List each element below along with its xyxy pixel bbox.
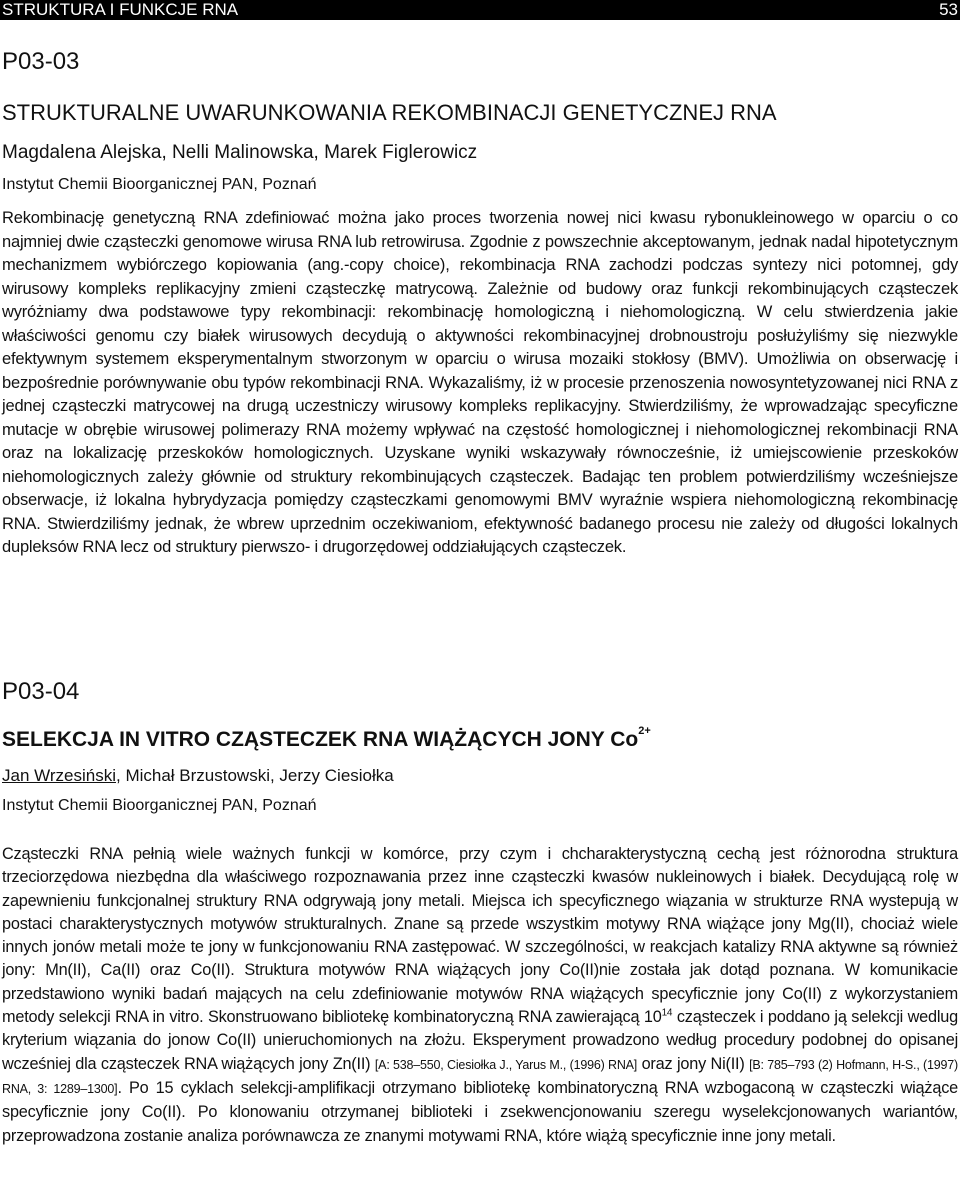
title-superscript: 2+ [638, 725, 651, 737]
institution: Instytut Chemii Bioorganicznej PAN, Poznań [2, 797, 317, 814]
abstract-code: P03-03 [2, 48, 80, 75]
abstract-text: oraz jony Ni(II) [637, 1054, 750, 1073]
running-header [0, 0, 960, 20]
abstract-code: P03-04 [2, 678, 80, 705]
author-list [2, 766, 394, 786]
abstract-text: cząsteczek i poddano ją selekcji wedlug kryterium wiązania do jonow Co(II) unieruchomionych na złożu. Eksperyment prowadzono według procedury podobnej do opisanej wcześniej dla cząsteczek RNA wiążących jony Zn(II) [2, 1008, 958, 1073]
abstract-body: Rekombinację genetyczną RNA zdefiniować można jako proces tworzenia nowej nici kwasu rybonukleinowego w oparciu o co najmniej dwie cząsteczki genomowe wirusa RNA lub retrowirusa. Zgodnie z powszechnie akceptowanym, jednak nadal hipotetycznym mechanizmem wybiórczego kopiowania (ang.-copy choice), rekombinacja RNA zachodzi podczas syntezy nici potomnej, gdy wirusowy kompleks replikacyjny zmieni cząsteczkę matrycową. Zależnie od budowy oraz funkcji rekombinujących cząsteczek wyróżniamy dwa podstawowe typy rekombinacji: rekombinację homologiczną i niehomologiczną. W celu stwierdzenia jakie właściwości genomu czy białek wirusowych decydują o aktywności rekombinacyjnej drobnoustroju posłużyliśmy się niezwykle efektywnym systemem eksperymentalnym stworzonym w oparciu o wirusa mozaiki stokłosy (BMV). Umożliwia on obserwację i bezpośrednie porównywanie obu typów rekombinacji RNA. Wykazaliśmy, iż w procesie przenoszenia nowosyntetyzowanej nici RNA z jednej cząsteczki matrycowej na drugą uczestniczy wirusowy kompleks replikacyjny. Stwierdziliśmy, że wprowadzając specyficzne mutacje w obrębie wirusowej polimerazy RNA możemy wpływać na częstość homologicznej i niehomologicznej rekombinacji RNA oraz na lokalizację przeskoków homologicznych. Uzyskane wyniki wskazywały równocześnie, iż umiejscowienie przeskoków niehomologicznych zależy głównie od struktury rekombinujących cząsteczek. Badając ten problem potwierdziliśmy wcześniejsze obserwacje, iż lokalna hybrydyzacja pomiędzy cząsteczkami genomowymi BMV wyraźnie wspiera niehomologiczną rekombinację RNA. Stwierdziliśmy jednak, że wbrew uprzednim oczekiwaniom, efektywność badanego procesu nie zależy od długości lokalnych dupleksów RNA lecz od struktury pierwszo- i drugorzędowej oddziałujących cząsteczek. [2, 209, 958, 556]
abstract-title [2, 725, 651, 752]
institution: Instytut Chemii Bioorganicznej PAN, Poznań [2, 176, 317, 193]
abstract-body [2, 843, 958, 1148]
presenting-author: Jan Wrzesiński [2, 766, 116, 785]
reference: [A: 538–550, Ciesiołka J., Yarus M., (1996) RNA] [374, 1057, 638, 1072]
abstract-title: STRUKTURALNE UWARUNKOWANIA REKOMBINACJI GENETYCZNEJ RNA [2, 100, 777, 125]
abstract-text: . Po 15 cyklach selekcji-amplifikacji otrzymano bibliotekę kombinatoryczną RNA wzbogaconą w cząsteczki wiążące specyficznie jony Co(II). Po klonowaniu otrzymanej biblioteki i zsekwencjonowaniu szeregu wyselekcjonowanych wariantów, przeprowadzona zostanie analiza porównawcza ze znanymi motywami RNA, które wiążą specyficznie inne jony metali. [2, 1078, 958, 1145]
exponent: 14 [661, 1007, 673, 1019]
title-text: SELEKCJA IN VITRO CZĄSTECZEK RNA WIĄŻĄCYCH JONY Co [2, 728, 639, 751]
section-title: STRUKTURA I FUNKCJE RNA [2, 0, 239, 19]
author-list: Magdalena Alejska, Nelli Malinowska, Marek Figlerowicz [2, 142, 478, 163]
abstract-text: Cząsteczki RNA pełnią wiele ważnych funkcji w komórce, przy czym i chcharakterystyczną cechą jest różnorodna struktura trzeciorzędowa niezbędna dla właściwego rozpoznawania przez inne cząsteczki kwasów nukleinowych i białek. Decydującą rolę w zapewnieniu funkcjonalnej struktury RNA odgrywają jony metali. Miejsca ich specyficznego wiązania w strukturze RNA wystepują w postaci charakterystycznych motywów strukturalnych. Znane są przede wszystkim motywy RNA wiążące jony Mg(II), chociaż wiele innych jonów metali może te jony w funkcjonowaniu RNA zastępować. W szczególności, w reakcjach katalizy RNA aktywne są również jony: Mn(II), Ca(II) oraz Co(II). Struktura motywów RNA wiążących jony Co(II)nie została jak dotąd poznana. W komunikacie przedstawiono wyniki badań mających na celu zdefiniowanie motywów RNA wiążących specyficznie jony Co(II) z wykorzystaniem metody selekcji RNA in vitro. Skonstruowano bibliotekę kombinatoryczną RNA zawierającą 10 [2, 845, 958, 1027]
page-number: 53 [939, 0, 958, 19]
reference: [B: 785–793 (2) Hofmann, H-S., (1997) RNA, 3: 1289–1300] [2, 1057, 958, 1096]
co-authors: , Michał Brzustowski, Jerzy Ciesiołka [116, 766, 394, 785]
